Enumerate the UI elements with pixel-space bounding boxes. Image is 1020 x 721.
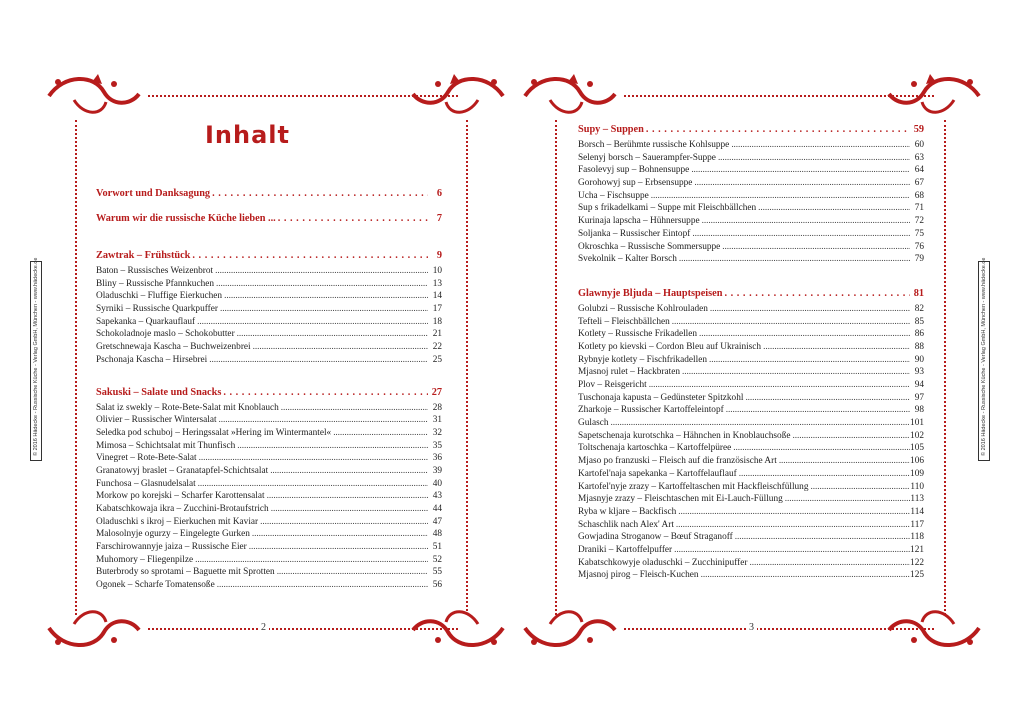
toc-right: [578, 124, 924, 582]
copyright-side-text: © 2016 Hädecke - Russische Küche - Verlag GmbH, München - www.hädecke.de: [978, 261, 990, 461]
ornament-top-left: [44, 72, 144, 120]
toc-entry[interactable]: Seledka pod schuboj – Heringssalat »Hering im Wintermantel« . . . 32: [96, 427, 442, 440]
toc-entry[interactable]: Ogonek – Scharfe Tomatensoße . . . 56: [96, 579, 442, 592]
toc-entry[interactable]: Borsch – Berühmte russische Kohlsuppe . . . 60: [578, 139, 924, 152]
right-dotted-line: [466, 120, 468, 615]
toc-entry[interactable]: Funchosa – Glasnudelsalat . . . 40: [96, 478, 442, 491]
toc-entry[interactable]: Sapekanka – Quarkauflauf . . . 18: [96, 316, 442, 329]
ornament-bottom-right: [408, 604, 508, 652]
page-number: 2: [258, 622, 269, 633]
toc-section[interactable]: Warum wir die russische Küche lieben ... . . . 7: [96, 213, 442, 228]
toc-section[interactable]: Vorwort und Danksagung . . . 6: [96, 188, 442, 203]
toc-section[interactable]: Zawtrak – Frühstück . . . 9: [96, 250, 442, 265]
toc-entry[interactable]: Selenyj borsch – Sauerampfer-Suppe . . . 63: [578, 152, 924, 165]
toc-entry[interactable]: Tuschonaja kapusta – Gedünsteter Spitzkohl . . . 97: [578, 392, 924, 405]
toc-entry[interactable]: Kartofel'naja sapekanka – Kartoffelauflauf . . . 109: [578, 468, 924, 481]
ornament-bottom-right: [884, 604, 984, 652]
toc-entry[interactable]: Plov – Reisgericht . . . 94: [578, 379, 924, 392]
toc-entry[interactable]: Svekolnik – Kalter Borsch . . . 79: [578, 253, 924, 266]
ornament-bottom-left: [520, 604, 620, 652]
toc-section[interactable]: Supy – Suppen . . . 59: [578, 124, 924, 139]
toc-entry[interactable]: Kotlety – Russische Frikadellen . . . 86: [578, 328, 924, 341]
toc-entry[interactable]: Kabatschkowyje oladuschki – Zucchinipuffer . . . 122: [578, 557, 924, 570]
toc-entry[interactable]: Kurinaja lapscha – Hühnersuppe . . . 72: [578, 215, 924, 228]
toc-entry[interactable]: Mjasnyje zrazy – Fleischtaschen mit Ei-Lauch-Füllung . . . 113: [578, 493, 924, 506]
toc-entry[interactable]: Buterbrody so sprotami – Baguette mit Sprotten . . . 55: [96, 566, 442, 579]
toc-entry[interactable]: Kotlety po kievski – Cordon Bleu auf Ukrainisch . . . 88: [578, 341, 924, 354]
toc-section[interactable]: Sakuski – Salate und Snacks . . . 27: [96, 387, 442, 402]
toc-entry[interactable]: Rybnyje kotlety – Fischfrikadellen . . . 90: [578, 354, 924, 367]
toc-entry[interactable]: Pschonaja Kascha – Hirsebrei . . . 25: [96, 354, 442, 367]
toc-entry[interactable]: Mjasnoj pirog – Fleisch-Kuchen . . . 125: [578, 569, 924, 582]
toc-entry[interactable]: Muhomory – Fliegenpilze . . . 52: [96, 554, 442, 567]
toc-entry[interactable]: Schokoladnoje maslo – Schokobutter . . . 21: [96, 328, 442, 341]
toc-entry[interactable]: Bliny – Russische Pfannkuchen . . . 13: [96, 278, 442, 291]
toc-entry[interactable]: Oladuschki s ikroj – Eierkuchen mit Kaviar . . . 47: [96, 516, 442, 529]
toc-entry[interactable]: Salat iz swekly – Rote-Bete-Salat mit Knoblauch . . . 28: [96, 402, 442, 415]
toc-entry[interactable]: Morkow po korejski – Scharfer Karottensalat . . . 43: [96, 490, 442, 503]
toc-entry[interactable]: Oladuschki – Fluffige Eierkuchen . . . 14: [96, 290, 442, 303]
toc-entry[interactable]: Sapetschenaja kurotschka – Hähnchen in Knoblauchsoße . . . 102: [578, 430, 924, 443]
toc-entry[interactable]: Kartofel'nyje zrazy – Kartoffeltaschen mit Hackfleischfüllung . . . 110: [578, 481, 924, 494]
left-dotted-line: [75, 120, 77, 615]
right-dotted-line: [944, 120, 946, 615]
ornament-bottom-left: [44, 604, 144, 652]
toc-entry[interactable]: Soljanka – Russischer Eintopf . . . 75: [578, 228, 924, 241]
toc-entry[interactable]: Draniki – Kartoffelpuffer . . . 121: [578, 544, 924, 557]
toc-entry[interactable]: Golubzi – Russische Kohlrouladen . . . 82: [578, 303, 924, 316]
toc-entry[interactable]: Malosolnyje ogurzy – Eingelegte Gurken . . . 48: [96, 528, 442, 541]
toc-entry[interactable]: Granatowyj braslet – Granatapfel-Schichtsalat . . . 39: [96, 465, 442, 478]
toc-entry[interactable]: Syrniki – Russische Quarkpuffer . . . 17: [96, 303, 442, 316]
toc-entry[interactable]: Gulasch . . . 101: [578, 417, 924, 430]
page-title: Inhalt: [205, 121, 290, 149]
toc-entry[interactable]: Fasolevyj sup – Bohnensuppe . . . 64: [578, 164, 924, 177]
ornament-top-right: [884, 72, 984, 120]
toc-entry[interactable]: Okroschka – Russische Sommersuppe . . . 76: [578, 241, 924, 254]
toc-entry[interactable]: Gretschnewaja Kascha – Buchweizenbrei . . . 22: [96, 341, 442, 354]
toc-entry[interactable]: Schaschlik nach Alex' Art . . . 117: [578, 519, 924, 532]
toc-entry[interactable]: Zharkoje – Russischer Kartoffeleintopf . . . 98: [578, 404, 924, 417]
toc-entry[interactable]: Olivier – Russischer Wintersalat . . . 31: [96, 414, 442, 427]
toc-entry[interactable]: Farschirowannyje jaiza – Russische Eier . . . 51: [96, 541, 442, 554]
ornament-top-left: [520, 72, 620, 120]
page-number: 3: [746, 622, 757, 633]
toc-entry[interactable]: Tefteli – Fleischbällchen . . . 85: [578, 316, 924, 329]
copyright-side-text: © 2016 Hädecke - Russische Küche - Verlag GmbH, München - www.hädecke.de: [30, 261, 42, 461]
toc-entry[interactable]: Ryba w kljare – Backfisch . . . 114: [578, 506, 924, 519]
toc-entry[interactable]: Mjaso po franzuski – Fleisch auf die französische Art . . . 106: [578, 455, 924, 468]
toc-left: [96, 188, 442, 592]
toc-entry[interactable]: Gorohowyj sup – Erbsensuppe . . . 67: [578, 177, 924, 190]
right-page: [510, 0, 1020, 721]
toc-entry[interactable]: Gowjadina Stroganow – Bœuf Straganoff . . . 118: [578, 531, 924, 544]
toc-entry[interactable]: Baton – Russisches Weizenbrot . . . 10: [96, 265, 442, 278]
toc-entry[interactable]: Toltschenaja kartoschka – Kartoffelpüree . . . 105: [578, 442, 924, 455]
toc-entry[interactable]: Vinegret – Rote-Bete-Salat . . . 36: [96, 452, 442, 465]
toc-entry[interactable]: Ucha – Fischsuppe . . . 68: [578, 190, 924, 203]
toc-entry[interactable]: Mimosa – Schichtsalat mit Thunfisch . . . 35: [96, 440, 442, 453]
toc-entry[interactable]: Mjasnoj rulet – Hackbraten . . . 93: [578, 366, 924, 379]
toc-entry[interactable]: Kabatschkowaja ikra – Zucchini-Brotaufstrich . . . 44: [96, 503, 442, 516]
left-dotted-line: [555, 120, 557, 615]
toc-section[interactable]: Glawnyje Bljuda – Hauptspeisen . . . 81: [578, 288, 924, 303]
toc-entry[interactable]: Sup s frikadelkami – Suppe mit Fleischbällchen . . . 71: [578, 202, 924, 215]
ornament-top-right: [408, 72, 508, 120]
